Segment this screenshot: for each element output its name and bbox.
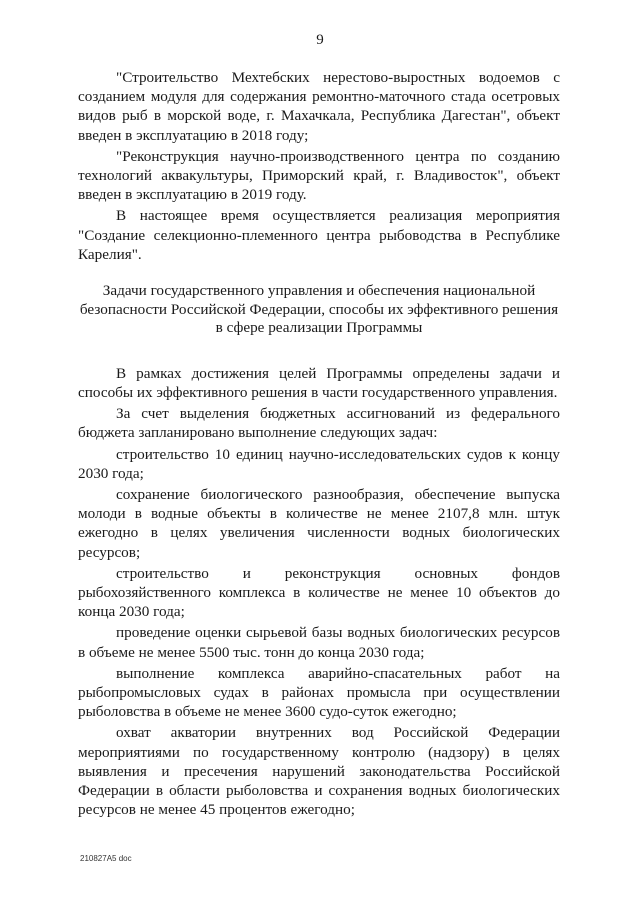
task-research-vessels: строительство 10 единиц научно-исследовательских судов к концу 2030 года; xyxy=(78,445,560,482)
document-body xyxy=(78,68,560,821)
paragraph-tasks-intro: В рамках достижения целей Программы определены задачи и способы их эффективного решения в части государственного управления. xyxy=(78,364,560,402)
paragraph-project-karelia: В настоящее время осуществляется реализация мероприятия "Создание селекционно-племенного центра рыбоводства в Республике Карелия". xyxy=(78,207,560,263)
task-biodiversity: сохранение биологического разнообразия, обеспечение выпуска молоди в водные объекты в количестве не менее 2107,8 млн. штук ежегодно в целях увеличения численности водных биологических ресурсов; xyxy=(78,486,560,561)
section-heading xyxy=(78,282,560,338)
task-inland-waters-control: охват акватории внутренних вод Российской Федерации мероприятиями по государственному контролю (надзору) в целях выявления и пресечения нарушений законодательства Российской Федерации в области рыболовства и сохранения водных биологических ресурсов не менее 45 процентов ежегодно; xyxy=(78,724,560,819)
section-heading-line-1: Задачи государственного управления и обеспечения национальной xyxy=(102,282,536,300)
paragraph-project-vladivostok: "Реконструкция научно-производственного центра по созданию технологий аквакультуры, Приморский край, г. Владивосток", объект введен в эксплуатацию в 2019 году. xyxy=(78,147,560,204)
task-construction: строительство и реконструкция основных фондов рыбохозяйственного комплекса в количестве не менее 10 объектов до конца 2030 года; xyxy=(78,564,560,621)
footer-document-code: 210827A5 doc xyxy=(80,854,132,863)
section-heading-line-3: в сфере реализации Программы xyxy=(215,319,423,337)
section-heading-line-2: безопасности Российской Федерации, способы их эффективного решения xyxy=(79,300,559,318)
paragraph-budget-intro: За счет выделения бюджетных ассигнований из федерального бюджета запланировано выполнение следующих задач: xyxy=(78,405,560,442)
paragraph-project-mekhteb: "Строительство Мехтебских нерестово-выростных водоемов с созданием модуля для содержания ремонтно-маточного стада осетровых видов рыб в морской воде, г. Махачкала, Республика Дагестан", объект введен в эксплуатацию в 2018 году; xyxy=(78,69,560,144)
page-number: 9 xyxy=(316,32,324,48)
task-rescue-operations: выполнение комплекса аварийно-спасательных работ на рыбопромысловых судах в районах промысла при осуществлении рыболовства в объеме не менее 3600 судо-суток ежегодно; xyxy=(78,664,560,721)
task-resource-assessment: проведение оценки сырьевой базы водных биологических ресурсов в объеме не менее 5500 тыс. тонн до конца 2030 года; xyxy=(78,624,560,661)
